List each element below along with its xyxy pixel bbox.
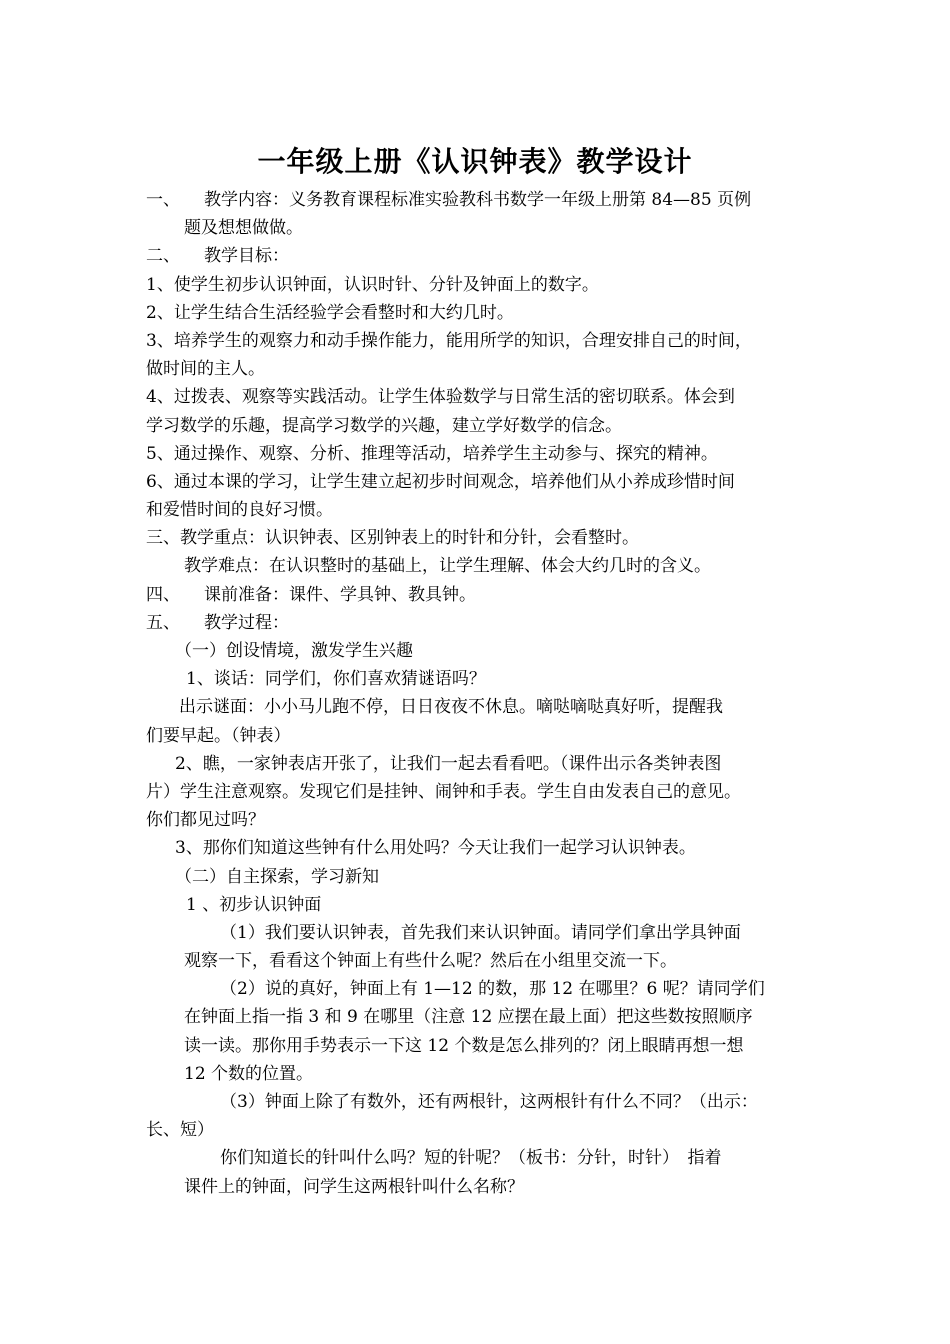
paragraph-line: 三、教学重点：认识钟表、区别钟表上的时针和分针，会看整时。 (146, 528, 639, 549)
paragraph-line: 片）学生注意观察。发现它们是挂钟、闹钟和手表。学生自由发表自己的意见。 (146, 781, 741, 802)
paragraph-line: 3、那你们知道这些钟有什么用处吗？今天让我们一起学习认识钟表。 (175, 838, 696, 859)
section-number: 一、 (146, 190, 180, 210)
paragraph-line: 2、让学生结合生活经验学会看整时和大约几时。 (146, 302, 514, 323)
section-heading (146, 242, 826, 270)
paragraph-line: 2、瞧，一家钟表店开张了，让我们一起去看看吧。（课件出示各类钟表图 (175, 753, 722, 774)
paragraph-line: 做时间的主人。 (146, 359, 265, 380)
section-heading (146, 609, 826, 637)
section-number: 四、 (146, 584, 180, 605)
paragraph-line: 教学难点：在认识整时的基础上，让学生理解、体会大约几时的含义。 (184, 556, 711, 577)
paragraph-line: 12 个数的位置。 (184, 1063, 314, 1084)
paragraph-line: （1）我们要认识钟表，首先我们来认识钟面。请同学们拿出学具钟面 (220, 922, 741, 943)
paragraph-line: 4、过拨表、观察等实践活动。让学生体验数学与日常生活的密切联系。体会到 (146, 387, 735, 408)
paragraph-line: 们要早起。（钟表） (146, 725, 291, 746)
section-heading (146, 581, 826, 609)
paragraph-line: 课件上的钟面，问学生这两根针叫什么名称？ (184, 1176, 524, 1197)
section-text: 课前准备：课件、学具钟、教具钟。 (204, 584, 476, 605)
paragraph-line: 你们知道长的针叫什么吗？短的针呢？（板书：分针，时针） 指着 (220, 1148, 722, 1169)
document-title: 一年级上册《认识钟表》教学设计 (257, 145, 693, 178)
paragraph-line: （3）钟面上除了有数外，还有两根针，这两根针有什么不同？（出示： (220, 1092, 758, 1112)
subsection-heading: （二）自主探索，学习新知 (175, 866, 379, 887)
paragraph-line: 6、通过本课的学习，让学生建立起初步时间观念，培养他们从小养成珍惜时间 (146, 471, 735, 492)
section-number: 五、 (146, 612, 180, 633)
document-body (146, 186, 826, 1201)
section-heading (146, 186, 826, 214)
paragraph-line: 5、通过操作、观察、分析、推理等活动，培养学生主动参与、探究的精神。 (146, 443, 718, 464)
section-text: 教学目标： (204, 246, 289, 267)
paragraph-line: 长、短） (146, 1120, 214, 1141)
paragraph-line: 在钟面上指一指 3 和 9 在哪里（注意 12 应摆在最上面）把这些数按照顺序 (184, 1007, 753, 1028)
paragraph-line: 学习数学的乐趣，提高学习数学的兴趣，建立学好数学的信念。 (146, 415, 622, 436)
paragraph-line: 3、培养学生的观察力和动手操作能力，能用所学的知识，合理安排自己的时间， (146, 330, 752, 351)
paragraph-line: 1、使学生初步认识钟面，认识时针、分针及钟面上的数字。 (146, 274, 599, 295)
subsection-heading: 1 、初步认识钟面 (186, 894, 322, 915)
paragraph-line: （2）说的真好，钟面上有 1—12 的数，那 12 在哪里？6 呢？请同学们 (220, 979, 765, 1000)
paragraph-line: 题及想想做做。 (184, 218, 303, 239)
paragraph-line: 你们都见过吗？ (146, 810, 265, 831)
paragraph-line: 1、谈话：同学们，你们喜欢猜谜语吗？ (186, 669, 486, 690)
paragraph-line: 观察一下，看看这个钟面上有些什么呢？然后在小组里交流一下。 (184, 951, 677, 972)
section-number: 二、 (146, 246, 180, 267)
paragraph-line: 和爱惜时间的良好习惯。 (146, 500, 333, 521)
paragraph-line: 读一读。那你用手势表示一下这 12 个数是怎么排列的？闭上眼睛再想一想 (184, 1035, 744, 1056)
section-text: 教学过程： (204, 612, 289, 633)
subsection-heading: （一）创设情境，激发学生兴趣 (175, 641, 413, 661)
section-text: 教学内容：义务教育课程标准实验教科书数学一年级上册第 84—85 页例 (204, 190, 752, 210)
paragraph-line: 出示谜面：小小马儿跑不停，日日夜夜不休息。嘀哒嘀哒真好听，提醒我 (179, 697, 723, 718)
